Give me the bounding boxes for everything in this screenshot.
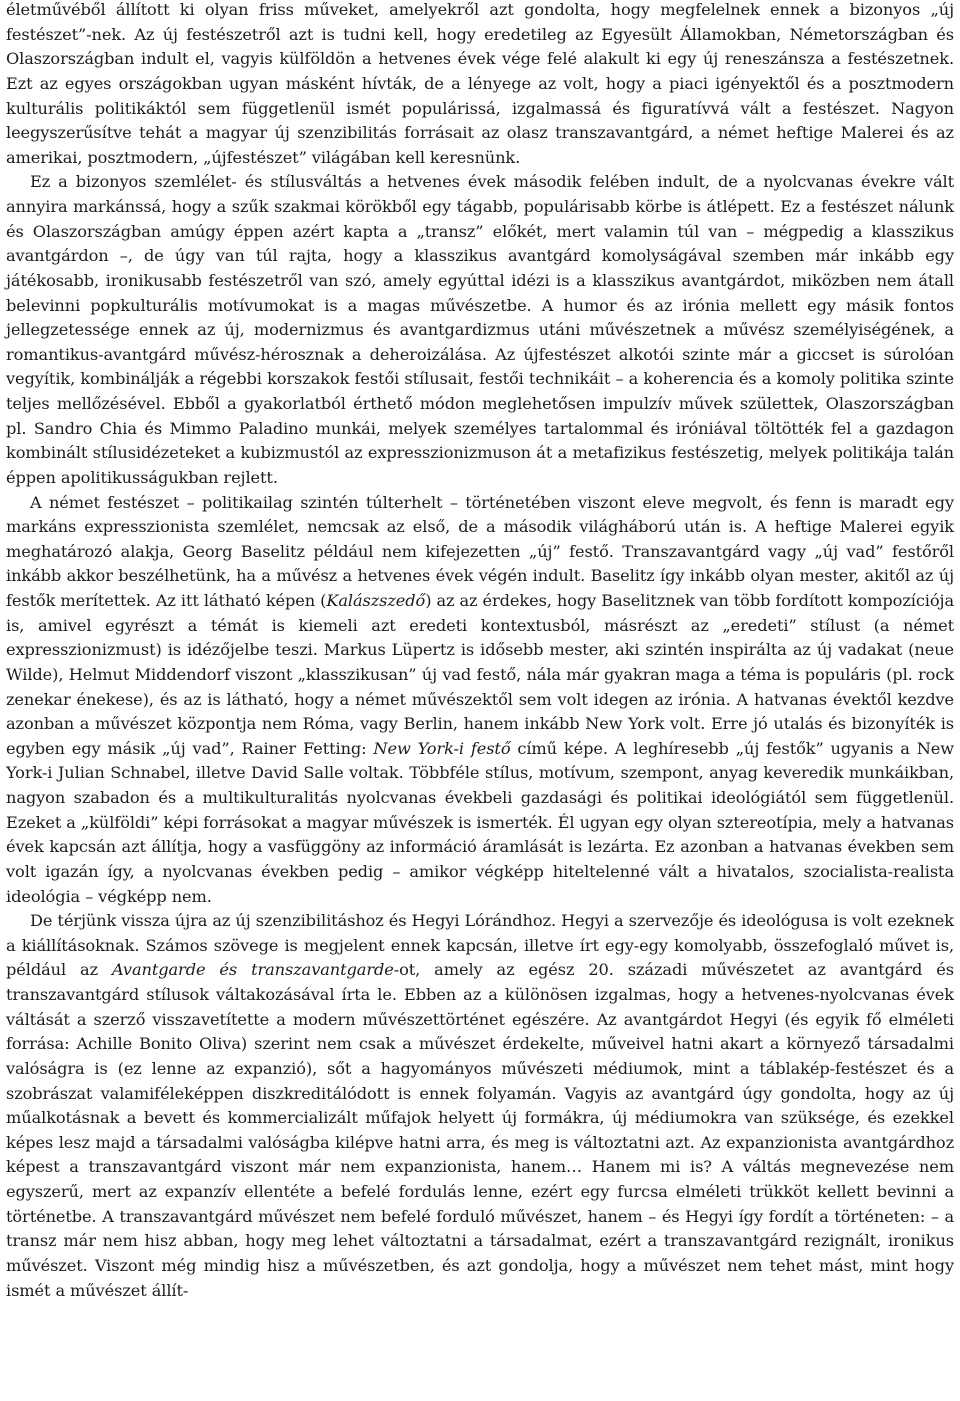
book-title-avantgarde: Avantgarde és transzavantgarde [111, 960, 394, 980]
artwork-title-new-york-i-festo: New York-i festő [373, 738, 511, 758]
artwork-title-kalaszszedo: Kalászszedő [326, 591, 426, 610]
paragraph-2 [6, 170, 954, 490]
paragraph-3-text-a: A német festészet – politikailag szintén túlterhelt – történetében viszont eleve megvolt, és fenn is maradt egy markáns expresszionista szemlélet, nemcsak az első, de a második világháború után is. A heftige Malerei egyik meghatározó alakja, Georg Baselitz például nem kifejezetten „új” festő. Transzavantgárd vagy „új vad” festőről inkább akkor beszélhetünk, ha a művész a hetvenes évek végén indult. Baselitz így inkább olyan mester, akitől az új festők merítettek. Az itt látható képen ( [6, 492, 954, 610]
paragraph-4 [6, 909, 954, 1303]
paragraph-3-text-b: ) az az érdekes, hogy Baselitznek van több fordított kompozíciója is, amivel egyrészt a témát is kiemeli azt eredeti kontextusból, másrészt az „eredeti” stílust (a német expresszionizmust) is idézőjelbe teszi. Markus Lüpertz is idősebb mester, aki szintén inspirálta az új vadakat (neue Wilde), Helmut Middendorf viszont „klasszikusan” új vad festő, nála már gyakran maga a téma is populáris (pl. rock zenekar énekese), és az is látható, hogy a német művészektől sem volt idegen az irónia. A hatvanas évektől kezdve azonban a művészet központja nem Róma, vagy Berlin, hanem inkább New York volt. Erre jó utalás és bizonyíték is egyben egy másik „új vad”, Rainer Fetting: [6, 591, 954, 758]
paragraph-4-text-b: -ot, amely az egész 20. századi művészetet az avantgárd és transzavantgárd stílusok váltakozásával írta le. Ebben az a különösen izgalmas, hogy a hetvenes-nyolcvanas évek váltását a szerző visszavetítette a modern művészettörténet egészére. Az avantgárdot Hegyi (és egyik fő elméleti forrása: Achille Bonito Oliva) szerint nem csak a művészet érdekelte, műveivel hatni akart a környező társadalmi valóságra is (ez lenne az expanzió), sőt a hagyományos művészeti médiumok, mint a táblakép-festészet és a szobrászat valamiféleképpen diszkreditálódott is ennek folyamán. Vagyis az avantgárd úgy gondolta, hogy az új műalkotásnak a bevett és kommercializált műfajok helyett új formákra, új médiumokra van szüksége, és ezekkel képes lesz majd a társadalmi valóságba kilépve hatni arra, és meg is változtatni azt. Az expanzionista avantgárdhoz képest a transzavantgárd viszont már nem expanzionista, hanem… Hanem mi is? A váltás megnevezése nem egyszerű, mert az expanzív ellentéte a befelé fordulás lenne, ezért egy furcsa elméleti trükköt kellett bevinni a történetbe. A transzavantgárd művészet nem befelé forduló művészet, hanem – és Hegyi így fordít a történeten: – a transz már nem hisz abban, hogy meg lehet változtatni a társadalmat, ezért a transzavantgárd rezignált, ironikus művészet. Viszont még mindig hisz a művészetben, és azt gondolja, hogy a művészet nem tehet mást, mint hogy ismét a művészet állít- [6, 960, 954, 1300]
paragraph-4-text-a: De térjünk vissza újra az új szenzibilitáshoz és Hegyi Lórándhoz. Hegyi a szervezője és ideológusa is volt ezeknek a kiállításoknak. Számos szövege is megjelent ennek kapcsán, illetve írt egy-egy komolyabb, összefoglaló művet is, például az [6, 911, 954, 980]
paragraph-3 [6, 491, 954, 910]
paragraph-3-text-c: című képe. A leghíresebb „új festők” ugyanis a New York-i Julian Schnabel, illetve David Salle voltak. Többféle stílus, motívum, szempont, anyag keveredik munkáikban, nagyon szabadon és a multikulturalitás nyolcvanas évekbeli gazdasági és politikai ideológiától sem függetlenül. Ezeket a „külföldi” képi forrásokat a magyar művészek is ismerték. Él ugyan egy olyan sztereotípia, mely a hatvanas évek kapcsán azt állítja, hogy a vasfüggöny az információ áramlását is lezárta. Ez azonban a hatvanas években sem volt igazán így, a nyolcvanas években pedig – amikor végképp hiteltelenné vált a hivatalos, szocialista-realista ideológia – végképp nem. [6, 738, 954, 906]
paragraph-1-text: életművéből állított ki olyan friss műveket, amelyekről azt gondolta, hogy megfelelnek ennek a bizonyos „új festészet”-nek. Az új festészetről azt is tudni kell, hogy eredetileg az Egyesült Államokban, Németországban és Olaszországban indult el, vagyis külföldön a hetvenes évek vége felé alakult ki egy új reneszánsza a festészetnek. Ezt az egyes országokban ugyan másként hívták, de a lényege az volt, hogy a piaci igényektől és a posztmodern kulturális politikáktól sem függetlenül ismét populárissá, izgalmassá és figuratívvá vált a festészet. Nagyon leegyszerűsítve tehát a magyar új szenzibilitás forrásait az olasz transzavantgárd, a német heftige Malerei és az amerikai, posztmodern, „újfestészet” világában kell keresnünk. [6, 0, 954, 167]
paragraph-2-text: Ez a bizonyos szemlélet- és stílusváltás a hetvenes évek második felében indult, de a nyolcvanas évekre vált annyira markánssá, hogy a szűk szakmai körökből egy tágabb, populárisabb körbe is átlépett. Ez a festészet nálunk és Olaszországban amúgy éppen azért kapta a „transz” előkét, mert valamin túl van – mégpedig a klasszikus avantgárdon –, de úgy van túl rajta, hogy a klasszikus avantgárd komolyságával szemben már inkább egy játékosabb, ironikusabb festészetről van szó, amely egyúttal idézi is a klasszikus avantgárdot, miközben nem átall belevinni popkulturális motívumokat is a magas művészetbe. A humor és az irónia mellett egy másik fontos jellegzetessége ennek az új, modernizmus és avantgardizmus utáni művészetnek a művész személyiségének, a romantikus-avantgárd művész-hérosznak a deheroizálása. Az újfestészet alkotói szinte már a giccset is súrolóan vegyítik, kombinálják a régebbi korszakok festői stílusait, festői technikáit – a koherencia és a komoly politika szinte teljes mellőzésével. Ebből a gyakorlatból érthető módon meglehetősen impulzív művek születtek, Olaszországban pl. Sandro Chia és Mimmo Paladino munkái, melyek személyes tartalommal és iróniával töltötték fel a gazdagon kombinált stílusidézeteket a kubizmustól az expresszionizmuson át a metafizikus festészetig, melyek politikája talán éppen apolitikusságukban rejlett. [6, 172, 954, 487]
paragraph-1 [6, 0, 954, 170]
